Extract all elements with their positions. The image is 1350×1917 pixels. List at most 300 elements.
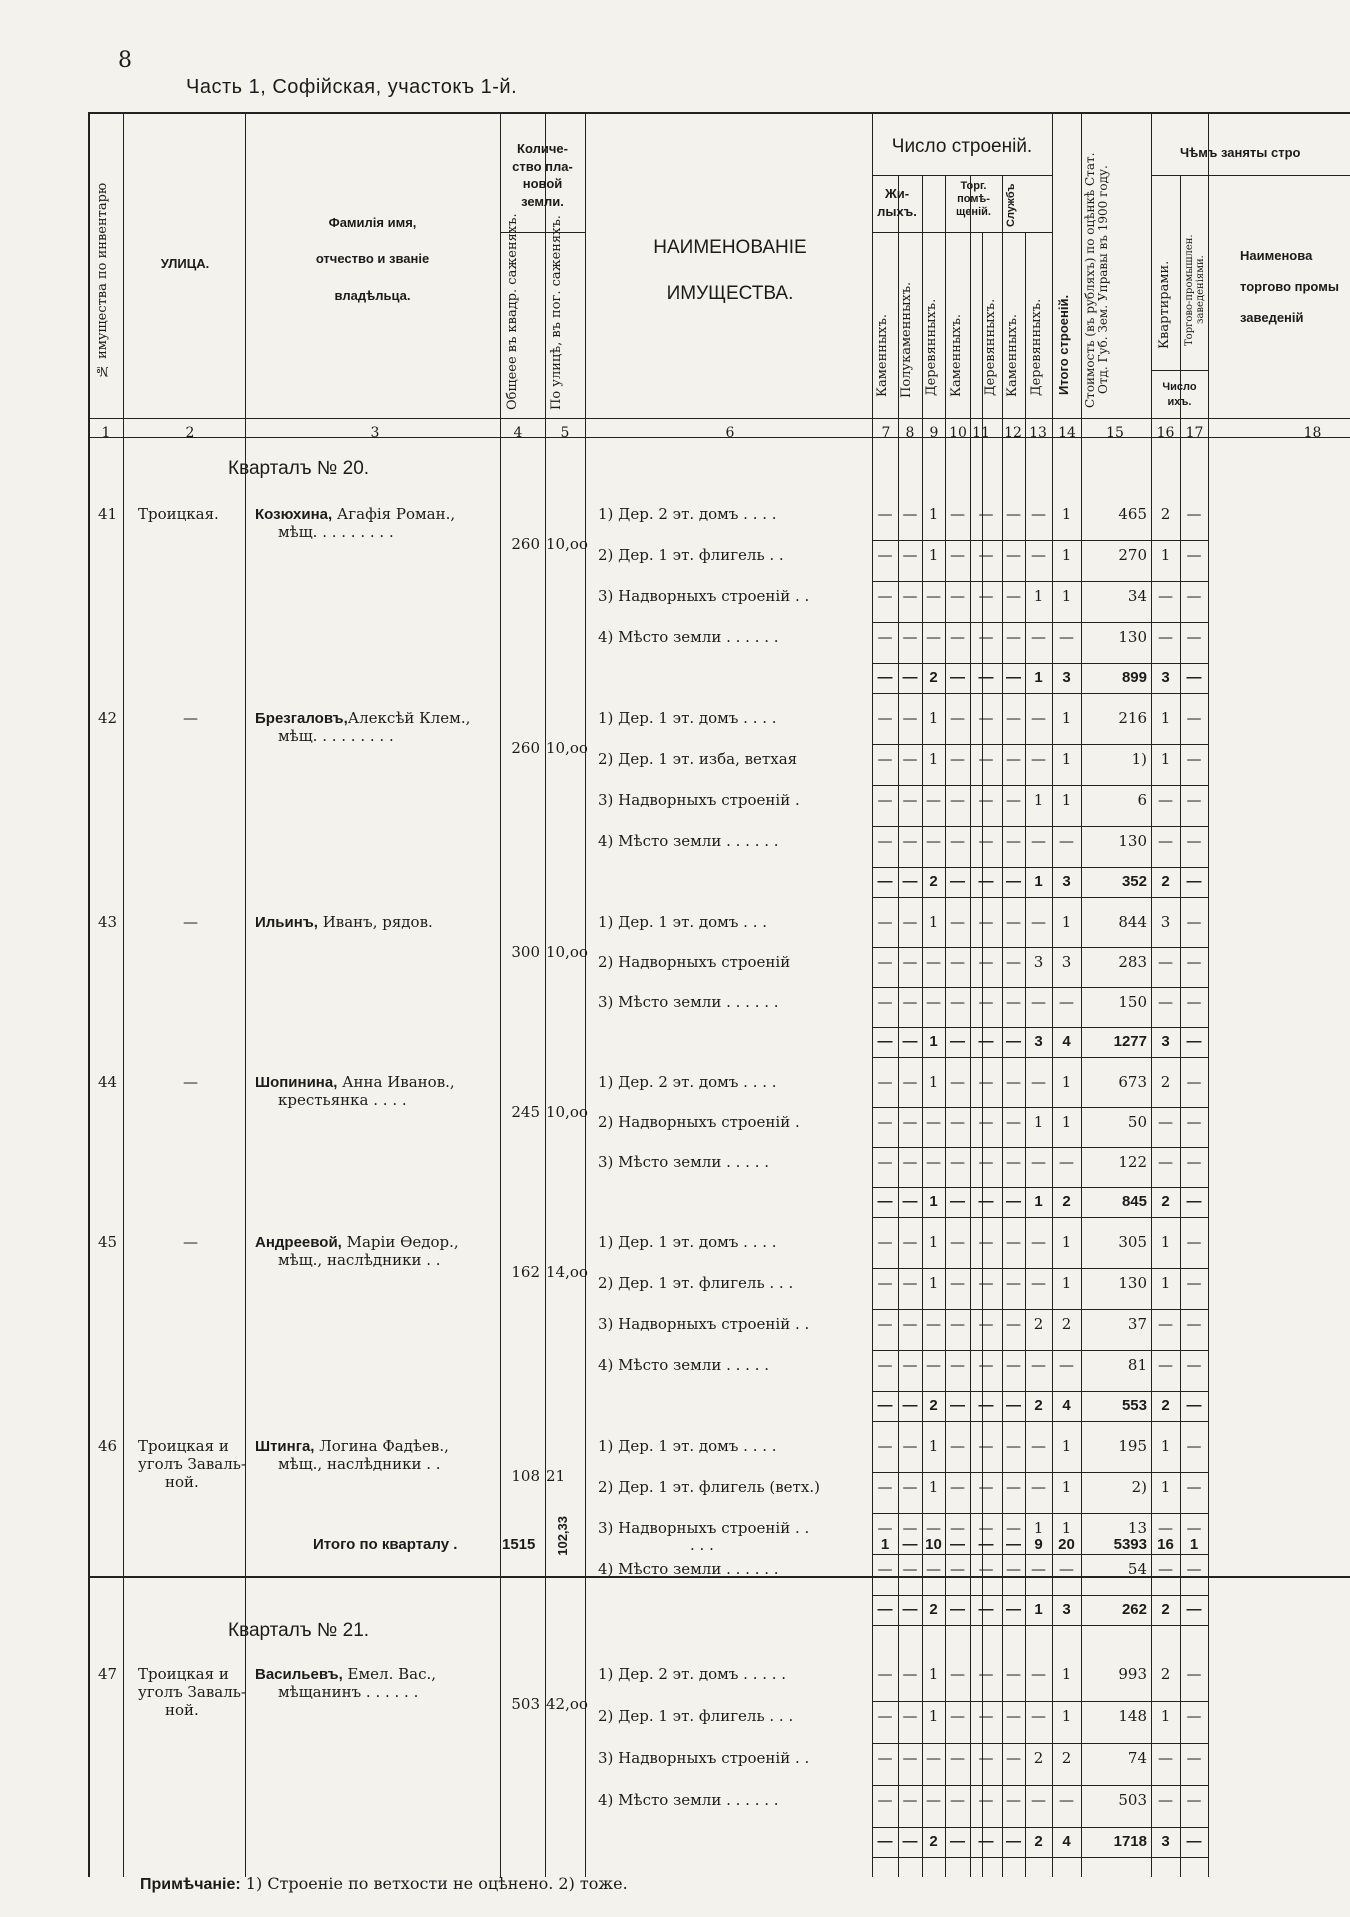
land-frontage: 10,оо <box>546 535 588 553</box>
count-cell: — <box>877 709 893 727</box>
value-cell: 5393 <box>1113 1536 1147 1553</box>
value-cell: 270 <box>1118 546 1147 564</box>
property-item: 1) Дер. 1 эт. домъ . . . . <box>598 1233 777 1251</box>
count-cell: — <box>877 1233 893 1251</box>
value-cell: 130 <box>1118 628 1147 646</box>
count-cell: — <box>1186 832 1202 850</box>
count-cell: — <box>926 953 941 971</box>
header-owner-line-3: владѣльца. <box>334 287 411 303</box>
header-living-line-1: Жи- <box>884 186 910 201</box>
count-cell: 1 <box>1061 546 1072 564</box>
count-cell: — <box>978 1536 994 1553</box>
count-cell: — <box>902 1315 918 1333</box>
count-cell: 1 <box>1061 1113 1072 1131</box>
header-land-line-3: новой <box>522 176 563 192</box>
count-cell: — <box>902 750 918 768</box>
value-cell: 50 <box>1127 1113 1147 1131</box>
header-count <box>1151 380 1208 410</box>
count-cell: — <box>978 1833 994 1850</box>
count-cell: — <box>978 750 994 768</box>
footnote-text: 1) Строеніе по ветхости не оцѣнено. 2) тоже. <box>240 1874 628 1893</box>
count-cell: — <box>978 1033 994 1050</box>
count-cell: — <box>950 1833 965 1850</box>
count-cell: 1 <box>1061 505 1072 523</box>
count-cell: — <box>950 1749 965 1767</box>
count-cell: — <box>1186 1315 1202 1333</box>
property-item: 3) Надворныхъ строеній . <box>598 791 800 809</box>
count-cell: — <box>902 1707 918 1725</box>
count-cell: 1 <box>1160 1233 1171 1251</box>
count-cell: — <box>902 587 918 605</box>
count-cell: — <box>902 832 918 850</box>
column-number: 3 <box>370 425 380 441</box>
count-cell: — <box>902 1519 918 1537</box>
count-cell: 1 <box>928 1274 939 1292</box>
count-cell: — <box>1158 1519 1173 1537</box>
count-cell: — <box>978 993 994 1011</box>
count-cell: — <box>1006 1356 1021 1374</box>
owner-name <box>255 1073 495 1091</box>
count-cell: — <box>950 1153 965 1171</box>
count-cell: — <box>877 1749 893 1767</box>
header-street: УЛИЦА. <box>160 256 210 271</box>
footnote <box>140 1874 628 1894</box>
count-cell: 1 <box>1160 1478 1171 1496</box>
count-cell: 2 <box>929 1397 938 1414</box>
count-cell: — <box>1158 628 1173 646</box>
owner-surname: Васильевъ, <box>255 1666 343 1683</box>
value-cell: 993 <box>1118 1665 1147 1683</box>
count-cell: — <box>978 1274 994 1292</box>
property-item: 1) Дер. 2 эт. домъ . . . . . <box>598 1665 787 1683</box>
count-cell: 2 <box>1161 1601 1170 1618</box>
count-cell: — <box>978 628 994 646</box>
count-cell: — <box>978 1315 994 1333</box>
owner-given-name: Алексѣй Клем., <box>347 709 471 727</box>
count-cell: — <box>1006 1113 1021 1131</box>
count-cell: 2 <box>1033 1315 1044 1333</box>
count-cell: — <box>926 993 941 1011</box>
count-cell: — <box>1006 913 1021 931</box>
count-cell: 1 <box>1061 791 1072 809</box>
count-cell: — <box>1031 1478 1046 1496</box>
count-cell: — <box>950 1478 965 1496</box>
count-cell: — <box>877 1560 893 1578</box>
count-cell: — <box>950 953 965 971</box>
owner-given-name: Емел. Вас., <box>342 1665 437 1683</box>
quarter-total-label: Итого по кварталу . <box>313 1536 458 1553</box>
count-cell: — <box>1186 791 1202 809</box>
count-cell: — <box>950 1560 965 1578</box>
street-name: уголъ Заваль- <box>138 1455 246 1473</box>
count-cell: — <box>1031 1153 1046 1171</box>
count-cell: — <box>877 1073 893 1091</box>
header-est-line-3: заведеній <box>1240 310 1304 326</box>
count-cell: 1 <box>1034 1193 1043 1210</box>
count-cell: 2 <box>1160 505 1171 523</box>
count-cell: — <box>1031 546 1046 564</box>
header-value: Стоимость (въ рубляхъ) по оцѣнкѣ Стат. Отд. Губ. Зем. Управы въ 1900 году. <box>1083 152 1111 408</box>
header-land-line-2: ство пла- <box>512 158 573 174</box>
street-name: — <box>183 1233 198 1251</box>
count-cell: — <box>1186 1193 1202 1210</box>
count-cell: 1 <box>1034 873 1043 890</box>
header-count-line-1: Число <box>1162 381 1197 393</box>
row-separator <box>872 1743 1208 1744</box>
count-cell: 2 <box>929 1833 938 1850</box>
count-cell: — <box>978 1153 994 1171</box>
header-stone-trade: Каменныхъ. <box>949 313 964 397</box>
count-cell: — <box>950 1665 965 1683</box>
header-wood-service: Деревянныхъ. <box>1029 298 1044 397</box>
count-cell: — <box>978 709 994 727</box>
page-number: 8 <box>118 48 132 73</box>
count-cell: — <box>1158 1153 1173 1171</box>
count-cell: 1 <box>929 1193 938 1210</box>
count-cell: — <box>902 1033 918 1050</box>
count-cell: 1 <box>1061 1519 1072 1537</box>
count-cell: — <box>1158 587 1173 605</box>
row-separator <box>872 1147 1208 1148</box>
column-number: 10 <box>949 425 967 441</box>
header-est-line-1: Наименова <box>1240 248 1313 263</box>
count-cell: — <box>877 1519 893 1537</box>
column-number: 8 <box>905 425 915 441</box>
header-stone-living: Каменныхъ. <box>875 313 890 397</box>
count-cell: — <box>877 1437 893 1455</box>
count-cell: 1 <box>929 1033 938 1050</box>
row-separator <box>872 1187 1208 1188</box>
page-title: Часть 1, Софійская, участокъ 1-й. <box>186 76 518 98</box>
count-cell: 1 <box>1061 587 1072 605</box>
count-cell: — <box>978 587 994 605</box>
count-cell: — <box>1006 1193 1021 1210</box>
count-cell: — <box>902 1356 918 1374</box>
value-cell: 1) <box>1131 750 1147 768</box>
count-cell: — <box>1006 750 1021 768</box>
row-separator <box>872 987 1208 988</box>
count-cell: 4 <box>1062 1833 1071 1850</box>
count-cell: — <box>1158 1113 1173 1131</box>
count-cell: 1 <box>1061 1478 1072 1496</box>
inventory-number: 41 <box>98 505 118 523</box>
value-cell: 305 <box>1118 1233 1147 1251</box>
count-cell: — <box>1186 546 1202 564</box>
row-separator <box>872 1107 1208 1108</box>
property-item: 3) Надворныхъ строеній . . <box>598 1749 810 1767</box>
count-cell: — <box>902 546 918 564</box>
row-separator <box>872 540 1208 541</box>
land-area: 260 <box>511 535 540 553</box>
count-cell: — <box>1006 587 1021 605</box>
value-cell: 844 <box>1118 913 1147 931</box>
count-cell: — <box>1006 1233 1021 1251</box>
quarter-title: Кварталъ № 21. <box>228 1620 370 1641</box>
count-cell: — <box>1006 1749 1021 1767</box>
header-count-line-2: ихъ. <box>1167 395 1192 408</box>
count-cell: — <box>950 1356 965 1374</box>
count-cell: — <box>902 628 918 646</box>
count-cell: — <box>926 1519 941 1537</box>
count-cell: 2 <box>1161 1397 1170 1414</box>
count-cell: — <box>1186 1749 1202 1767</box>
header-land-street: По улицѣ, въ пог. саженяхъ. <box>549 215 564 410</box>
value-cell: 465 <box>1118 505 1147 523</box>
count-cell: — <box>926 1153 941 1171</box>
count-cell: — <box>877 1113 893 1131</box>
count-cell: — <box>1006 1437 1021 1455</box>
count-cell: 1 <box>1033 587 1044 605</box>
count-cell: — <box>950 1193 965 1210</box>
count-cell: — <box>877 1478 893 1496</box>
property-item: 4) Мѣсто земли . . . . . . <box>598 832 779 850</box>
count-cell: 1 <box>928 709 939 727</box>
count-cell: — <box>902 1193 918 1210</box>
count-cell: — <box>950 1033 965 1050</box>
count-cell: — <box>902 1153 918 1171</box>
header-stone-service: Каменныхъ. <box>1005 313 1020 397</box>
count-cell: 2 <box>1062 1193 1071 1210</box>
count-cell: — <box>1186 505 1202 523</box>
count-cell: — <box>877 1315 893 1333</box>
count-cell: — <box>1186 1601 1202 1618</box>
row-separator <box>872 1554 1208 1555</box>
count-cell: — <box>978 1397 994 1414</box>
owner-status: мѣщ. . . . . . . . . <box>278 727 394 745</box>
count-cell: — <box>978 1073 994 1091</box>
owner-surname: Штинга, <box>255 1438 315 1455</box>
count-cell: — <box>877 791 893 809</box>
count-cell: — <box>1186 953 1202 971</box>
count-cell: — <box>950 1601 965 1618</box>
property-item: 3) Мѣсто земли . . . . . . <box>598 993 779 1011</box>
value-cell: 150 <box>1118 993 1147 1011</box>
count-cell: — <box>1006 953 1021 971</box>
property-item: 4) Мѣсто земли . . . . . . <box>598 628 779 646</box>
row-separator <box>872 1057 1208 1058</box>
count-cell: — <box>978 1356 994 1374</box>
row-separator <box>872 1513 1208 1514</box>
property-item: 3) Надворныхъ строеній . . <box>598 1519 810 1537</box>
owner-surname: Шопинина, <box>255 1074 338 1091</box>
header-property <box>590 225 870 316</box>
count-cell: — <box>902 1560 918 1578</box>
count-cell: — <box>902 1073 918 1091</box>
count-cell: — <box>877 913 893 931</box>
count-cell: — <box>926 1356 941 1374</box>
count-cell: — <box>1186 1113 1202 1131</box>
count-cell: 2 <box>1033 1749 1044 1767</box>
count-cell: — <box>1031 709 1046 727</box>
property-item: 4) Мѣсто земли . . . . . <box>598 1356 769 1374</box>
count-cell: — <box>902 873 918 890</box>
count-cell: 3 <box>1034 1033 1043 1050</box>
count-cell: 3 <box>1161 1833 1170 1850</box>
count-cell: — <box>1006 1073 1021 1091</box>
owner-status: мѣщ., наслѣдники . . <box>278 1251 441 1269</box>
count-cell: — <box>1186 1397 1202 1414</box>
property-item: 1) Дер. 1 эт. домъ . . . . <box>598 1437 777 1455</box>
value-cell: 283 <box>1118 953 1147 971</box>
column-number: 1 <box>101 425 111 441</box>
count-cell: — <box>1186 750 1202 768</box>
count-cell: — <box>1006 832 1021 850</box>
count-cell: — <box>978 1707 994 1725</box>
count-cell: — <box>1006 1536 1021 1553</box>
count-cell: — <box>1158 1315 1173 1333</box>
owner-surname: Козюхина, <box>255 506 333 523</box>
owner-name <box>255 505 495 523</box>
header-total-buildings: Итого строеній. <box>1056 294 1071 396</box>
count-cell: — <box>1006 1707 1021 1725</box>
count-cell: — <box>902 993 918 1011</box>
column-number: 14 <box>1058 425 1076 441</box>
count-cell: — <box>1059 832 1074 850</box>
count-cell: 2 <box>1061 1749 1072 1767</box>
count-cell: — <box>1158 993 1173 1011</box>
count-cell: — <box>950 791 965 809</box>
quarter-title: Кварталъ № 20. <box>228 458 370 479</box>
count-cell: — <box>902 913 918 931</box>
count-cell: — <box>926 1560 941 1578</box>
count-cell: 1 <box>1061 1274 1072 1292</box>
count-cell: 3 <box>1033 953 1044 971</box>
count-cell: — <box>926 628 941 646</box>
count-cell: — <box>950 669 965 686</box>
count-cell: — <box>1006 1791 1021 1809</box>
owner-status: мѣщ. . . . . . . . . <box>278 523 394 541</box>
count-cell: — <box>1031 1233 1046 1251</box>
count-cell: — <box>978 1437 994 1455</box>
count-cell: — <box>950 832 965 850</box>
street-name: Троицкая. <box>138 505 219 523</box>
count-cell: 20 <box>1058 1536 1075 1553</box>
count-cell: — <box>950 546 965 564</box>
count-cell: 3 <box>1161 1033 1170 1050</box>
property-item: 1) Дер. 1 эт. домъ . . . . <box>598 709 777 727</box>
count-cell: 3 <box>1062 1601 1071 1618</box>
count-cell: 16 <box>1157 1536 1174 1553</box>
property-item: 1) Дер. 1 эт. домъ . . . <box>598 913 768 931</box>
count-cell: — <box>978 1193 994 1210</box>
count-cell: 2 <box>929 873 938 890</box>
count-cell: — <box>950 1791 965 1809</box>
count-cell: — <box>877 1707 893 1725</box>
count-cell: — <box>1006 628 1021 646</box>
property-item: 2) Надворныхъ строеній . <box>598 1113 800 1131</box>
owner-given-name: Агафія Роман., <box>332 505 456 523</box>
count-cell: 3 <box>1062 873 1071 890</box>
count-cell: 1 <box>1061 1437 1072 1455</box>
count-cell: 1 <box>880 1536 890 1553</box>
count-cell: — <box>902 505 918 523</box>
count-cell: 1 <box>1061 1665 1072 1683</box>
count-cell: 2 <box>1061 1315 1072 1333</box>
row-separator <box>872 1472 1208 1473</box>
row-separator <box>872 1217 1208 1218</box>
count-cell: 1 <box>1033 1519 1044 1537</box>
header-wood-trade: Деревянныхъ. <box>983 298 998 397</box>
row-separator <box>872 826 1208 827</box>
value-cell: 845 <box>1121 1193 1147 1210</box>
count-cell: 3 <box>1161 669 1170 686</box>
total-dots: . . . <box>690 1536 714 1554</box>
count-cell: — <box>1186 1707 1202 1725</box>
count-cell: 1 <box>1160 1437 1171 1455</box>
value-cell: 34 <box>1127 587 1147 605</box>
value-cell: 130 <box>1118 832 1147 850</box>
header-half-stone-living: Полукаменныхъ. <box>899 281 914 399</box>
count-cell: — <box>950 993 965 1011</box>
header-land-total: Общеее въ квадр. саженяхъ. <box>505 213 520 410</box>
count-cell: — <box>877 750 893 768</box>
count-cell: — <box>902 1601 918 1618</box>
count-cell: 1 <box>1034 1601 1043 1618</box>
count-cell: — <box>978 1665 994 1683</box>
count-cell: — <box>1006 1397 1021 1414</box>
count-cell: — <box>926 1113 941 1131</box>
land-frontage: 42,оо <box>546 1695 588 1713</box>
row-separator <box>872 897 1208 898</box>
count-cell: — <box>1158 1749 1173 1767</box>
count-cell: — <box>1031 1073 1046 1091</box>
property-item: 3) Надворныхъ строеній . . <box>598 1315 810 1333</box>
value-cell: 195 <box>1118 1437 1147 1455</box>
count-cell: — <box>902 669 918 686</box>
count-cell: — <box>877 1665 893 1683</box>
count-cell: — <box>877 1153 893 1171</box>
inventory-number: 42 <box>98 709 118 727</box>
row-separator <box>872 947 1208 948</box>
count-cell: — <box>902 1833 918 1850</box>
count-cell: 1 <box>1061 913 1072 931</box>
count-cell: — <box>1186 1791 1202 1809</box>
header-trade-establishments: Торгово-промышлен. заведеніями. <box>1184 234 1206 346</box>
land-area: 260 <box>511 739 540 757</box>
header-service: Службъ <box>1005 183 1017 227</box>
count-cell: — <box>1186 1274 1202 1292</box>
header-wood-living: Деревянныхъ. <box>924 298 939 397</box>
count-cell: — <box>978 1113 994 1131</box>
count-cell: — <box>950 750 965 768</box>
street-name: уголъ Заваль- <box>138 1683 246 1701</box>
column-number: 2 <box>185 425 195 441</box>
street-name: Троицкая и <box>138 1437 229 1455</box>
value-cell: 37 <box>1127 1315 1147 1333</box>
count-cell: — <box>877 587 893 605</box>
count-cell: — <box>950 1073 965 1091</box>
count-cell: — <box>1031 1560 1046 1578</box>
inventory-number: 44 <box>98 1073 118 1091</box>
count-cell: — <box>1006 1833 1021 1850</box>
count-cell: — <box>1186 1833 1202 1850</box>
count-cell: — <box>978 913 994 931</box>
value-cell: 130 <box>1118 1274 1147 1292</box>
count-cell: — <box>1186 1478 1202 1496</box>
count-cell: — <box>950 505 965 523</box>
count-cell: 9 <box>1034 1536 1043 1553</box>
count-cell: 1 <box>1061 1707 1072 1725</box>
count-cell: — <box>877 1356 893 1374</box>
count-cell: — <box>978 1233 994 1251</box>
header-trade-line-1: Торг. <box>960 180 987 192</box>
header-inventory-number: № имущества по инвентарю <box>95 182 110 378</box>
row-separator <box>872 1421 1208 1422</box>
property-item: 2) Дер. 1 эт. флигель . . . <box>598 1274 794 1292</box>
owner-given-name: Логина Фадѣев., <box>314 1437 449 1455</box>
column-number: 9 <box>929 425 939 441</box>
land-frontage: 10,оо <box>546 943 588 961</box>
